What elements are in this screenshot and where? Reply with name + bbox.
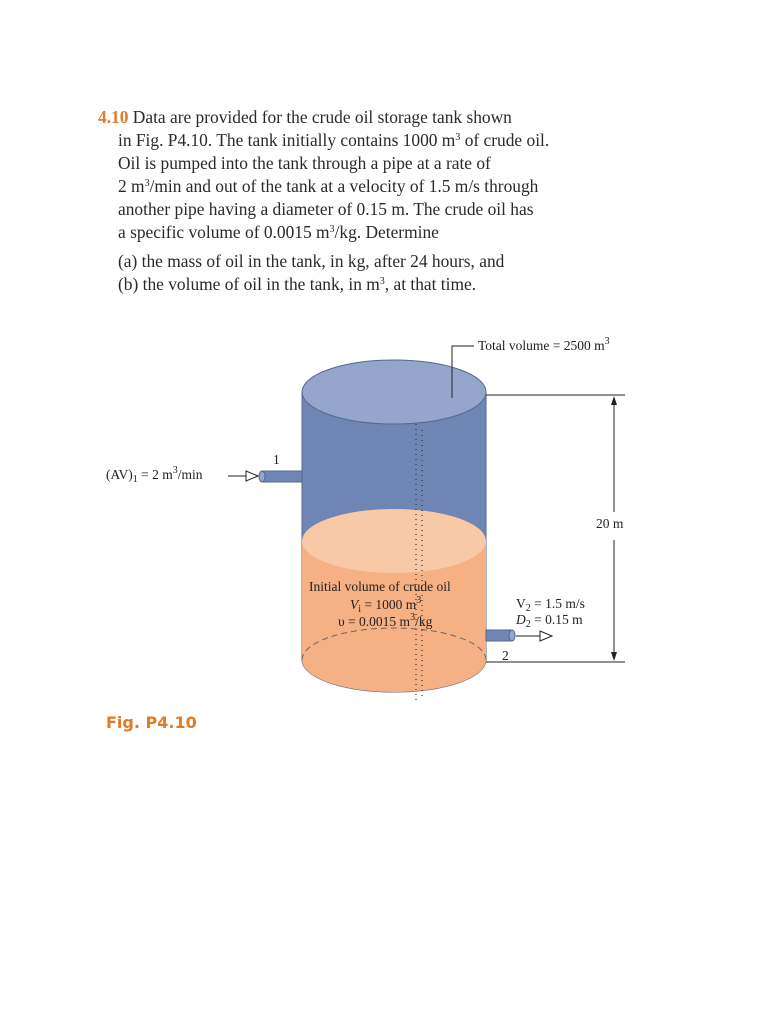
part-b: (b) the volume of oil in the tank, in $m^3$, at that time. (118, 274, 477, 294)
part-a: (a) the mass of oil in the tank, in kg, after 24 hours, and (118, 251, 505, 271)
problem-line-4: 2 $m^3/\min$ and out of the tank at a velocity of 1.5 m/s through (118, 176, 539, 196)
port-2-label: 2 (502, 648, 509, 663)
inlet-pipe (262, 471, 302, 482)
outlet-diameter-label: $D_2 = 0.15$ m (516, 612, 583, 630)
height-arrow-up (611, 396, 617, 405)
problem-line-2: in Fig. P4.10. The tank initially contains 1000 $m^3$ of crude oil. (118, 130, 550, 150)
height-arrow-down (611, 652, 617, 661)
total-volume-label: Total volume = 2500 $m^3$ (478, 336, 610, 353)
problem-line-5: another pipe having a diameter of 0.15 m. The crude oil has (118, 199, 534, 219)
height-label: 20 m (596, 516, 624, 531)
outlet-pipe (486, 630, 512, 641)
port-1-label: 1 (273, 452, 280, 467)
inlet-arrow-head (246, 471, 258, 481)
outlet-arrow-head (540, 631, 552, 641)
inlet-flow-label: $(AV)_1 = 2$ $m^3/\min$ (106, 465, 203, 485)
inlet-pipe-end (259, 471, 265, 482)
problem-line-6: a specific volume of 0.0015 $m^3/kg$. Determine (118, 222, 439, 242)
specific-volume-value: υ = 0.0015 $m^3/kg$ (338, 612, 433, 629)
tank-top (302, 360, 486, 424)
outlet-velocity-label: $V_2 = 1.5$ m/s (516, 596, 585, 614)
initial-volume-value: $V_i = 1000$ $m^3$ (350, 595, 422, 615)
figure-caption: Fig. P4.10 (106, 713, 197, 732)
problem-line-3: Oil is pumped into the tank through a pipe at a rate of (118, 153, 491, 173)
oil-surface (302, 509, 486, 573)
problem-line-1: 4.10 Data are provided for the crude oil storage tank shown (98, 107, 512, 127)
outlet-pipe-end (509, 630, 515, 641)
initial-volume-title: Initial volume of crude oil (309, 579, 451, 594)
problem-number: 4.10 (98, 107, 129, 127)
